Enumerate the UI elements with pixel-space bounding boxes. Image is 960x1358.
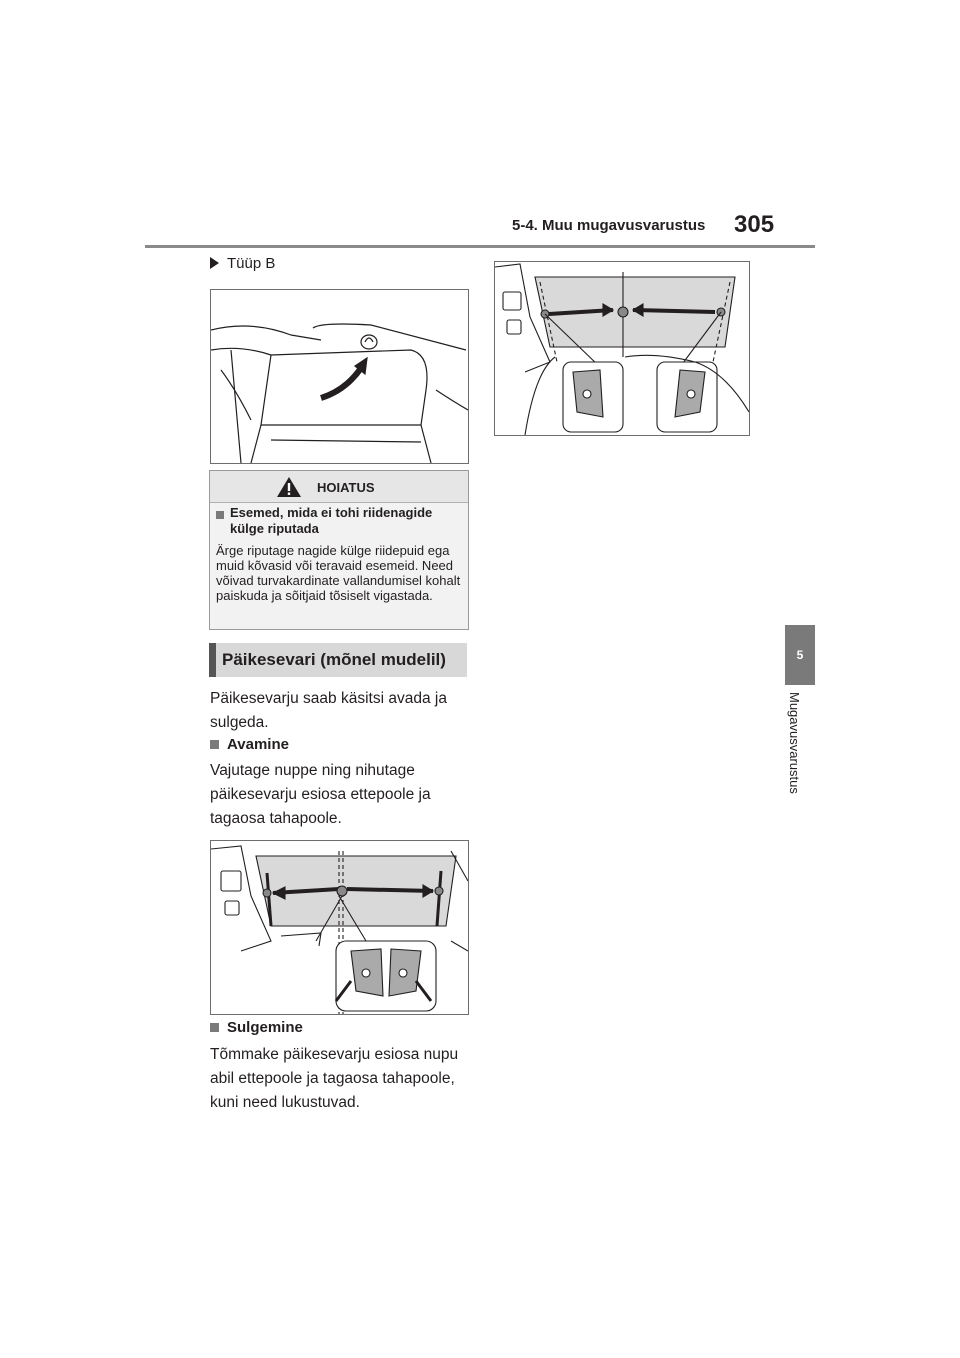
section-heading (209, 643, 467, 677)
warning-box (209, 470, 469, 630)
intro-text: Päikesevarju saab käsitsi avada ja sulgeda. (210, 690, 447, 731)
chapter-label (787, 692, 811, 822)
square-bullet-icon (216, 511, 224, 519)
page-number: 305 (734, 211, 775, 238)
closing-heading-text: Sulgemine (227, 1019, 303, 1036)
sunshade-closing-illustration (494, 261, 750, 436)
opening-heading (210, 736, 289, 753)
triangle-bullet-icon (210, 257, 219, 269)
warning-text: Ärge riputage nagide külge riidepuid ega muid kõvasid või teravaid esemeid. Need võivad turvakardinate vallandumisel kohalt paiskuda ja sõitjaid tõsiselt vigastada. (216, 543, 461, 603)
warning-header (210, 471, 468, 503)
type-label-text: Tüüp B (227, 255, 276, 272)
warning-triangle-icon (276, 476, 302, 498)
section-heading-text: Päikesevari (mõnel mudelil) (222, 650, 446, 669)
sunshade-opening-illustration (210, 840, 469, 1015)
closing-heading (210, 1019, 303, 1036)
type-label (210, 255, 275, 272)
header-rule (145, 245, 815, 248)
closing-text: Tõmmake päikesevarju esiosa nupu abil ettepoole ja tagaosa tahapoole, kuni need lukustuvad. (210, 1046, 459, 1111)
opening-heading-text: Avamine (227, 736, 289, 753)
warning-title: HOIATUS (317, 480, 375, 495)
chapter-tab: 5 (785, 625, 815, 685)
warning-subheading: Esemed, mida ei tohi riidenagide külge riputada (230, 505, 433, 536)
chapter-label-text: Mugavusvarustus (787, 692, 802, 794)
warning-body (210, 503, 468, 629)
coat-hook-illustration (210, 289, 469, 464)
square-bullet-icon (210, 1023, 219, 1032)
opening-text: Vajutage nuppe ning nihutage päikesevarju esiosa ettepoole ja tagaosa tahapoole. (210, 762, 431, 827)
square-bullet-icon (210, 740, 219, 749)
section-title: 5-4. Muu mugavusvarustus (512, 217, 706, 234)
